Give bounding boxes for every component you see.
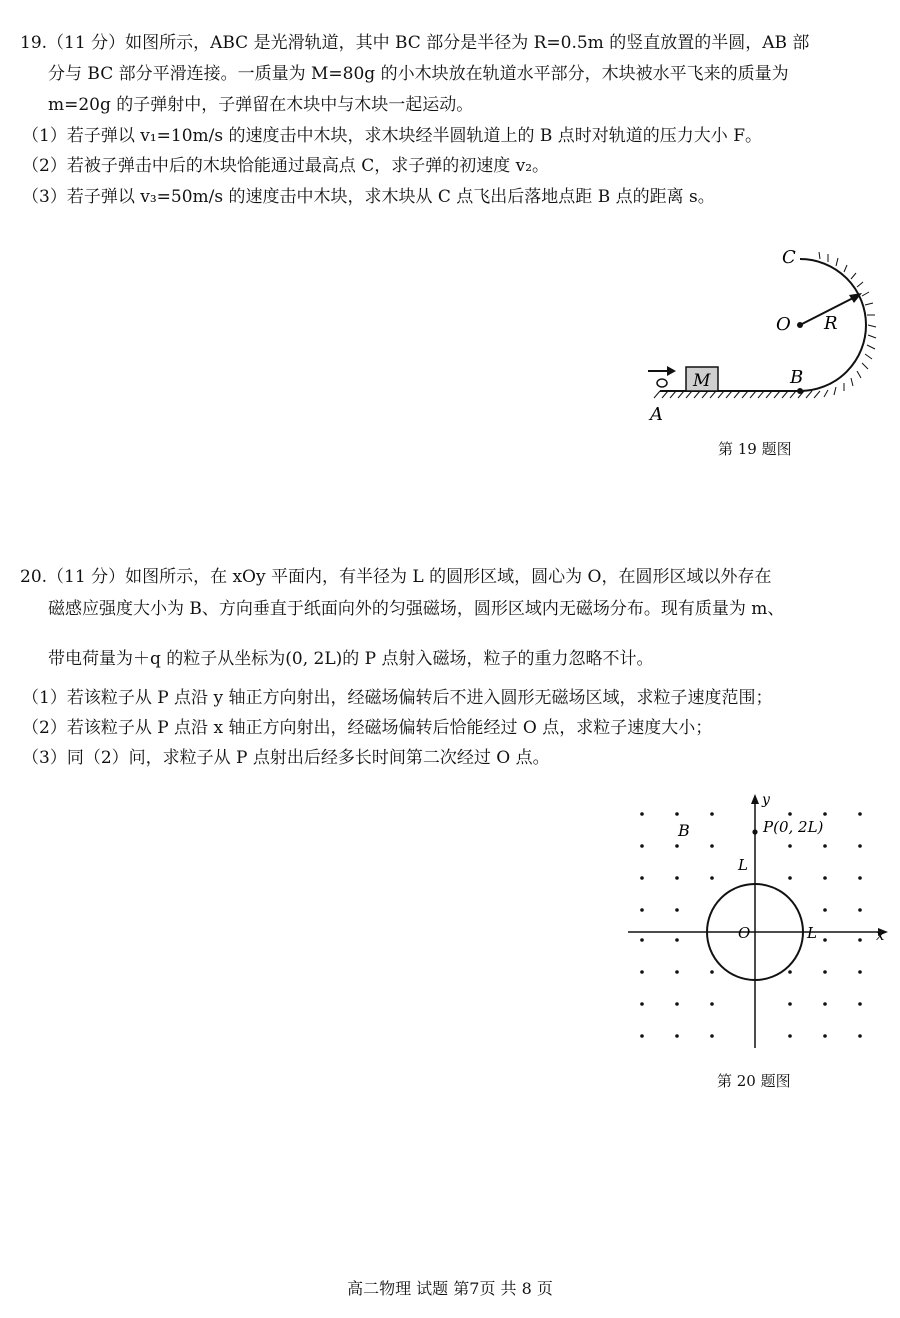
label-x: x xyxy=(876,926,885,944)
label-M: M xyxy=(693,371,711,391)
label-A: A xyxy=(650,404,663,425)
field-dot xyxy=(675,876,679,880)
field-dot xyxy=(858,938,862,942)
label-B-field: B xyxy=(678,821,690,840)
field-dot xyxy=(788,876,792,880)
field-dot xyxy=(823,938,827,942)
field-dot xyxy=(675,938,679,942)
field-dot xyxy=(788,1002,792,1006)
field-dot xyxy=(675,812,679,816)
page-footer: 高二物理 试题 第7页 共 8 页 xyxy=(347,1279,553,1298)
q19-part-1: （1）若子弹以 v₁=10m/s 的速度击中木块，求木块经半圆轨道上的 B 点时对轨道的压力大小 F。 xyxy=(22,126,762,146)
field-dot xyxy=(710,812,714,816)
field-dot xyxy=(710,844,714,848)
field-dot xyxy=(640,938,644,942)
q20-line-3: 带电荷量为＋q 的粒子从坐标为(0, 2L)的 P 点射入磁场，粒子的重力忽略不计。 xyxy=(48,649,654,669)
field-dot xyxy=(823,844,827,848)
field-dot xyxy=(788,844,792,848)
field-dot xyxy=(640,876,644,880)
label-C: C xyxy=(782,247,796,268)
field-dot xyxy=(675,970,679,974)
q20-line-2: 磁感应强度大小为 B、方向垂直于纸面向外的匀强磁场，圆形区域内无磁场分布。现有质量为 m、 xyxy=(48,599,785,619)
field-dot xyxy=(640,1034,644,1038)
point-P xyxy=(752,829,757,834)
field-dot xyxy=(640,970,644,974)
figure-19 xyxy=(640,235,890,430)
q19-line-3: m=20g 的子弹射中，子弹留在木块中与木块一起运动。 xyxy=(48,95,474,115)
label-R: R xyxy=(824,313,838,334)
field-dot xyxy=(788,970,792,974)
label-O: O xyxy=(776,314,791,335)
field-dot xyxy=(823,812,827,816)
figure-20 xyxy=(620,790,895,1055)
field-dot xyxy=(640,908,644,912)
q19-part-3: （3）若子弹以 v₃=50m/s 的速度击中木块，求木块从 C 点飞出后落地点距 B 点的距离 s。 xyxy=(22,187,715,207)
point-B xyxy=(797,388,803,394)
q20-part-1: （1）若该粒子从 P 点沿 y 轴正方向射出，经磁场偏转后不进入圆形无磁场区域，求粒子速度范围； xyxy=(22,688,773,708)
field-dot xyxy=(858,812,862,816)
field-dot xyxy=(858,908,862,912)
field-dot xyxy=(823,1002,827,1006)
label-P: P(0, 2L) xyxy=(763,818,824,836)
field-dot xyxy=(640,1002,644,1006)
field-dot xyxy=(823,908,827,912)
figure-20-caption: 第 20 题图 xyxy=(717,1072,791,1090)
label-L-right: L xyxy=(807,924,817,942)
field-dot xyxy=(858,970,862,974)
q20-line-1: 20.（11 分）如图所示，在 xOy 平面内，有半径为 L 的圆形区域，圆心为 O，在圆形区域以外存在 xyxy=(20,567,772,587)
field-dot xyxy=(710,970,714,974)
field-dot xyxy=(858,876,862,880)
velocity-arrow-head xyxy=(667,366,676,376)
field-dot xyxy=(640,812,644,816)
field-dot xyxy=(675,844,679,848)
field-dot xyxy=(675,1034,679,1038)
field-dot xyxy=(640,844,644,848)
field-dot xyxy=(858,1034,862,1038)
q20-part-3: （3）同（2）问，求粒子从 P 点射出后经多长时间第二次经过 O 点。 xyxy=(22,748,550,768)
field-dot xyxy=(675,908,679,912)
q19-line-1: 19.（11 分）如图所示，ABC 是光滑轨道，其中 BC 部分是半径为 R=0.5m 的竖直放置的半圆，AB 部 xyxy=(20,33,810,53)
label-y: y xyxy=(762,792,770,808)
label-L-top: L xyxy=(738,856,748,874)
field-dot xyxy=(858,844,862,848)
q19-line-2: 分与 BC 部分平滑连接。一质量为 M=80g 的小木块放在轨道水平部分，木块被水平飞来的质量为 xyxy=(48,64,789,84)
field-dot xyxy=(710,1034,714,1038)
y-axis-arrow xyxy=(751,794,759,804)
field-dot xyxy=(823,970,827,974)
field-dot xyxy=(710,876,714,880)
field-dot xyxy=(823,1034,827,1038)
field-dot xyxy=(788,1034,792,1038)
field-dot xyxy=(823,876,827,880)
field-dot xyxy=(788,812,792,816)
q20-part-2: （2）若该粒子从 P 点沿 x 轴正方向射出，经磁场偏转后恰能经过 O 点，求粒子速度大小； xyxy=(22,718,713,738)
q19-part-2: （2）若被子弹击中后的木块恰能通过最高点 C，求子弹的初速度 v₂。 xyxy=(22,156,550,176)
field-dot xyxy=(710,1002,714,1006)
label-B: B xyxy=(790,367,804,388)
bullet xyxy=(657,379,667,387)
figure-19-caption: 第 19 题图 xyxy=(718,440,792,458)
label-O: O xyxy=(738,924,751,942)
field-dot xyxy=(858,1002,862,1006)
field-dot xyxy=(675,1002,679,1006)
magnetic-field-dots xyxy=(640,812,862,1038)
